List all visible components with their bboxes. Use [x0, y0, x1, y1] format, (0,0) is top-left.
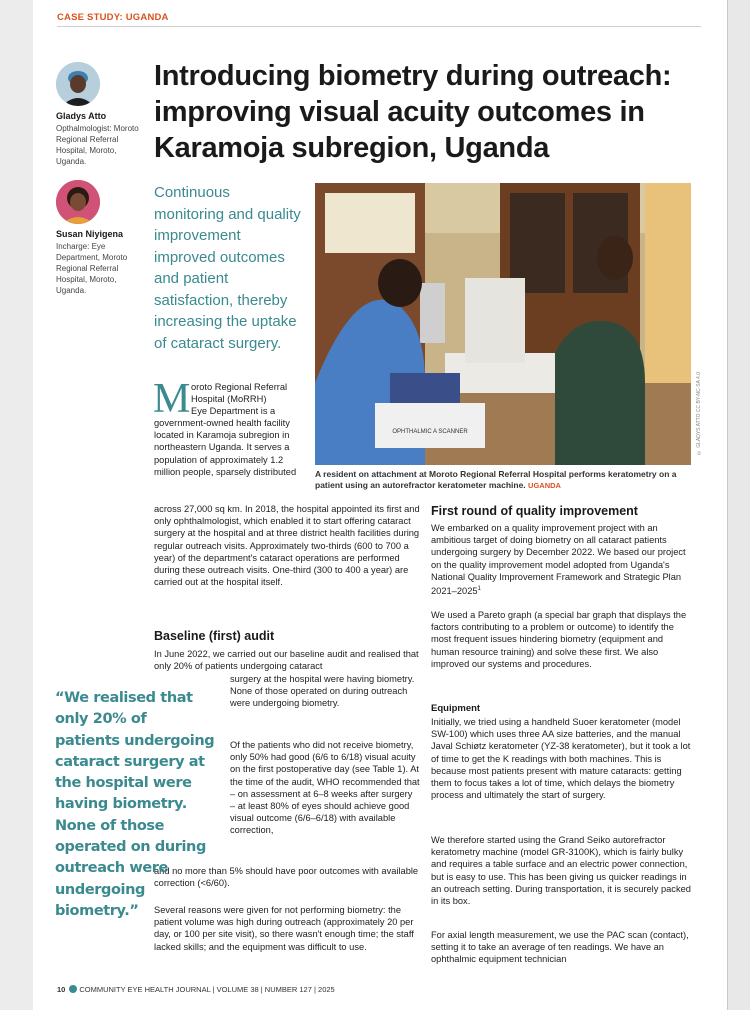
- article-title: Introducing biometry during outreach: improving visual acuity outcomes in Karamoja subregion, Uganda: [154, 60, 672, 164]
- baseline-para-2b: and no more than 5% should have poor outcomes with available correction (<6/60).: [154, 866, 419, 889]
- caption-text: A resident on attachment at Moroto Regional Referral Hospital performs keratometry on a patient using an autorefractor keratometer machine.: [315, 469, 677, 490]
- equipment-heading: Equipment: [431, 703, 481, 714]
- intro-line-2: Hospital (MoRRH): [191, 394, 267, 404]
- first-round-heading: First round of quality improvement: [431, 504, 638, 518]
- photo-credit: © GLADYS ATTO CC BY-NC-SA 4.0: [696, 372, 702, 456]
- drop-cap: M: [153, 376, 191, 422]
- equipment-para-2: We therefore started using the Grand Seiko autorefractor keratometry machine (model GR-3100K), which is fairly bulky and requires a table surface and an electric power connection, but is easy to use. This has been giving us quicker readings in an outreach setting. During transportation, it is securely packed in its box.: [431, 835, 691, 907]
- kicker-divider: [57, 26, 701, 27]
- intro-para-cont: government-owned health facility located in Karamoja subregion in northeastern Uganda. It serves a population of approximately 1.2 million people, sparsely distributed: [154, 418, 297, 477]
- caption-tag: UGANDA: [528, 481, 561, 490]
- left-margin: [0, 0, 33, 1010]
- author-role-2: Incharge: Eye Department, Moroto Regional Referral Hospital, Moroto, Uganda.: [56, 242, 128, 295]
- first-round-para-2: We used a Pareto graph (a special bar graph that displays the factors contributing to a problem or outcome) to identify the most frequent issues hindering biometry (equipment and human resource training) and solve these first. We also improved our systems and procedures.: [431, 610, 687, 669]
- author-photo-gladys: [56, 62, 100, 106]
- standfirst: Continuous monitoring and quality improvement improved outcomes and patient satisfaction, thereby increasing the uptake of cataract surgery.: [154, 184, 301, 352]
- article-photo: [315, 183, 691, 465]
- journal-info: COMMUNITY EYE HEALTH JOURNAL | VOLUME 38 | NUMBER 127 | 2025: [79, 985, 335, 994]
- footnote-ref-1: 1: [477, 586, 481, 593]
- journal-page: [33, 0, 727, 1010]
- baseline-heading: Baseline (first) audit: [154, 629, 275, 643]
- intro-para-wide: across 27,000 sq km. In 2018, the hospital appointed its first and only ophthalmologist, which enabled it to start offering cataract surgery at the hospital and at three district health facilities during regular outreach visits. Approximately two-thirds (600 to 700 a year) of the department's cataract operations are performed during these outreach visits. One-third (300 to 400 a year) are carried out at the hospital itself.: [154, 504, 420, 588]
- author-role-1: Opthalmologist: Moroto Regional Referral Hospital, Moroto, Uganda.: [56, 124, 139, 166]
- page-footer: [57, 985, 335, 994]
- first-round-para-1-text: We embarked on a quality improvement project with an ambitious target of doing biometry on all cataract patients undergoing surgery by December 2022. We based our project on the quality improvement model adopted from Uganda's National Quality Improvement Framework and Strategic Plan 2021–2025: [431, 523, 686, 597]
- author-name-1: Gladys Atto: [56, 111, 107, 121]
- baseline-para-1a: In June 2022, we carried out our baseline audit and realised that only 20% of patients undergoing cataract: [154, 649, 419, 672]
- intro-line-1: oroto Regional Referral: [191, 382, 288, 392]
- equipment-para-1: Initially, we tried using a handheld Suoer keratometer (model SW-100) which uses three AA size batteries, and the manual Javal Schiøtz keratometer (YZ-38 keratometer), but it took a lot of time to get the K readings with both machines. This is because most patients present with mature cataracts: getting them to focus takes a lot of time, which delays the biometry process and ultimately the start of surgery.: [431, 717, 691, 801]
- page-number: 10: [57, 985, 66, 994]
- baseline-para-1b: surgery at the hospital were having biometry. None of those operated on during outreach were undergoing biometry.: [230, 674, 415, 709]
- section-kicker: CASE STUDY: UGANDA: [57, 12, 169, 23]
- intro-line-3: Eye Department is a: [191, 406, 276, 416]
- baseline-para-3: Several reasons were given for not performing biometry: the patient volume was high during outreach (approximately 20 per day, or 100 per site visit), so there wasn't enough time; the staff lacked skills; and the equipment was difficult to use.: [154, 905, 414, 952]
- journal-logo-icon: [69, 985, 77, 993]
- pull-quote: “We realised that only 20% of patients undergoing cataract surgery at the hospital were having biometry. None of those operated on during outreach were undergoing biometry.”: [55, 690, 215, 919]
- machine-label: OPHTHALMIC A SCANNER: [392, 429, 468, 435]
- photo-caption: [315, 469, 695, 491]
- right-margin: [727, 0, 750, 1010]
- author-name-2: Susan Niyigena: [56, 229, 124, 239]
- equipment-para-3: For axial length measurement, we use the PAC scan (contact), setting it to take an average of ten readings. We have an ophthalmic equipment technician: [431, 930, 689, 965]
- baseline-para-2: Of the patients who did not receive biometry, only 50% had good (6/6 to 6/18) visual acuity on the first postoperative day (see Table 1). At the time of the audit, WHO recommended that – on assessment at 6–8 weeks after surgery – at least 80% of eyes should achieve good visual outcome (6/6–6/18) with available correction,: [230, 740, 420, 836]
- author-photo-susan: [56, 180, 100, 224]
- first-round-para-1: [431, 522, 693, 597]
